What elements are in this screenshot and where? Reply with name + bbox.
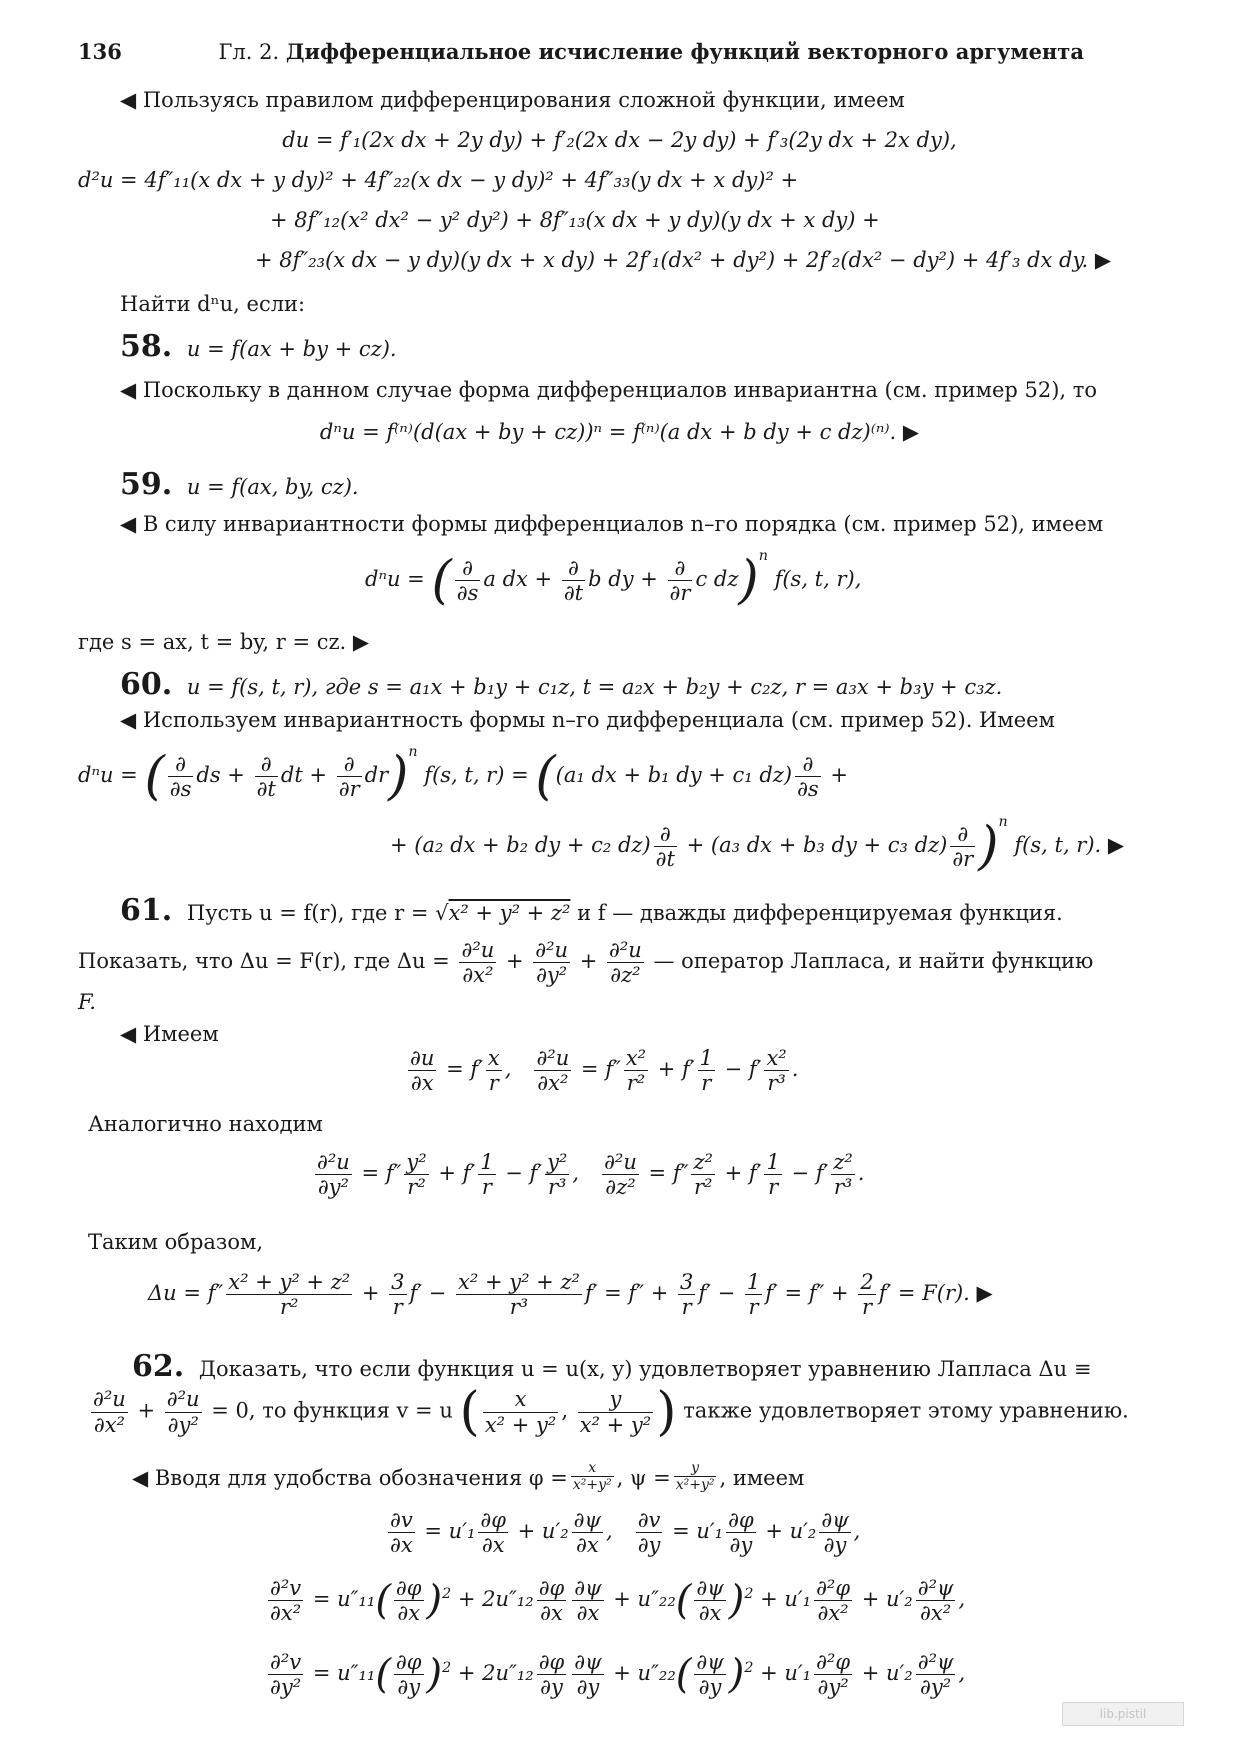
chapter-prefix: Гл. 2. <box>218 40 280 64</box>
eq-62-1: $\frac{\partial v}{\partial x}$ = u′₁ $\frac{\partial\varphi}{\partial x}$ + u′₂ $\frac{\partial\psi}{\partial x}$ , $\frac{\partial v}{\partial y}$ = u′₁ $\frac{\partial\varphi}{\partial y}$ + u′₂ $\frac{\partial\psi}{\partial y}$ , <box>390 1508 861 1558</box>
problem-61: 61. Пусть u = f(r), где r = √x² + y² + z² и f — дважды дифференцируемая функция. <box>120 893 1063 928</box>
page-number: 136 <box>78 39 122 64</box>
eq-62-3: $\frac{\text{∂²v}}{\text{∂y²}}$ = u″₁₁( $\frac{\partial\varphi}{\partial y}$ )$^2$ + 2u″₁₂ $\frac{\partial\varphi}{\partial y}$ $\frac{\partial\psi}{\partial y}$ + u″₂₂( $\frac{\partial\psi}{\partial y}$ )$^2$ + u′₁ $\frac{\text{∂²φ}}{\text{∂y²}}$ + u′₂ $\frac{\text{∂²ψ}}{\text{∂y²}}$ , <box>270 1650 966 1700</box>
problem-61-line2: Показать, что Δu = F(r), где Δu = $\frac{\text{∂²u}}{\text{∂x²}}$ + $\frac{\text{∂²u}}{\text{∂y²}}$ + $\frac{\text{∂²u}}{\text{∂z²}}$ — оператор Лапласа, и найти функцию <box>78 938 1094 988</box>
eq-60-2: + (a₂ dx + b₂ dy + c₂ dz) $\frac{\partial}{\partial t}$ + (a₃ dx + b₃ dy + c₃ dz) $\frac{\partial}{\partial r}$ )$^n$ f(s, t, r). ▶ <box>390 814 1125 877</box>
where-59: где s = ax, t = by, r = cz. ▶ <box>78 630 370 654</box>
eq-61-1: $\frac{\partial u}{\partial x}$ = f′ $\frac{x}{r}$ , $\frac{\text{∂²u}}{\text{∂x²}}$ = f″ $\frac{\text{x²}}{\text{r²}}$ + f′ $\frac{1}{r}$ − f′ $\frac{\text{x²}}{\text{r³}}$ . <box>410 1046 799 1096</box>
eq-du: du = f′₁(2x dx + 2y dy) + f′₂(2x dx − 2y dy) + f′₃(2y dx + 2x dy), <box>282 128 957 152</box>
eq-d2u-3: + 8f″₂₃(x dx − y dy)(y dx + x dy) + 2f′₁(dx² + dy²) + 2f′₂(dx² − dy²) + 4f′₃ dx dy. ▶ <box>255 248 1112 272</box>
eq-d2u-2: + 8f″₁₂(x² dx² − y² dy²) + 8f″₁₃(x dx + y dy)(y dx + x dy) + <box>270 208 880 232</box>
problem-number: 61. <box>120 893 173 928</box>
problem-statement: u = f(ax, by, cz). <box>186 475 359 499</box>
problem-61-line3: F. <box>78 990 96 1014</box>
problem-58 <box>120 330 397 365</box>
problem-number: 58. <box>120 329 173 364</box>
eq-62-2: $\frac{\text{∂²v}}{\text{∂x²}}$ = u″₁₁( $\frac{\partial\varphi}{\partial x}$ )$^2$ + 2u″₁₂ $\frac{\partial\varphi}{\partial x}$ $\frac{\partial\psi}{\partial x}$ + u″₂₂( $\frac{\partial\psi}{\partial x}$ )$^2$ + u′₁ $\frac{\text{∂²φ}}{\text{∂x²}}$ + u′₂ $\frac{\text{∂²ψ}}{\text{∂x²}}$ , <box>270 1576 966 1626</box>
solution-58: ◀ Поскольку в данном случае форма дифференциалов инвариантна (см. пример 52), то <box>120 378 1098 402</box>
intro-line: ◀ Пользуясь правилом дифференцирования сложной функции, имеем <box>120 88 905 112</box>
eq-59: dⁿu = ( $\frac{\partial}{\partial s}$ a dx + $\frac{\partial}{\partial t}$ b dy + $\frac{\partial}{\partial r}$ c dz)$^n$ f(s, t, r), <box>365 548 862 611</box>
page-header <box>78 40 1084 64</box>
problem-62-line2: $\frac{\text{∂²u}}{\text{∂x²}}$ + $\frac{\text{∂²u}}{\text{∂y²}}$ = 0, то функция v = u ( $\frac{x}{\text{x² + y²}}$ , $\frac{y}{\text{x² + y²}}$ ) также удовлетворяет этому уравнению. <box>93 1382 1129 1442</box>
solution-62: ◀ Вводя для удобства обозначения φ = $\frac{x}{\text{x²+y²}}$ , ψ = $\frac{y}{\text{x²+y²}}$ , имеем <box>132 1460 805 1494</box>
eq-58: dⁿu = f⁽ⁿ⁾(d(ax + by + cz))ⁿ = f⁽ⁿ⁾(a dx + b dy + c dz)⁽ⁿ⁾. ▶ <box>319 420 920 444</box>
eq-61-2: $\frac{\text{∂²u}}{\text{∂y²}}$ = f″ $\frac{\text{y²}}{\text{r²}}$ + f′ $\frac{1}{r}$ − f′ $\frac{\text{y²}}{\text{r³}}$ , $\frac{\text{∂²u}}{\text{∂z²}}$ = f″ $\frac{\text{z²}}{\text{r²}}$ + f′ $\frac{1}{r}$ − f′ $\frac{\text{z²}}{\text{r³}}$ . <box>317 1150 865 1200</box>
problem-number: 60. <box>120 667 173 702</box>
chapter-title: Дифференциальное исчисление функций векторного аргумента <box>285 39 1084 64</box>
eq-61-3: Δu = f″ $\frac{\text{x² + y² + z²}}{\text{r²}}$ + $\frac{3}{r}$ f′ − $\frac{\text{x² + y² + z²}}{\text{r³}}$ f′ = f″ + $\frac{3}{r}$ f′ − $\frac{1}{r}$ f′ = f″ + $\frac{2}{r}$ f′ = F(r). ▶ <box>148 1270 993 1320</box>
solution-59: ◀ В силу инвариантности формы дифференциалов n–го порядка (см. пример 52), имеем <box>120 512 1104 536</box>
problem-statement: u = f(ax + by + cz). <box>186 337 397 361</box>
eq-60-1: dⁿu = ( $\frac{\partial}{\partial s}$ ds + $\frac{\partial}{\partial t}$ dt + $\frac{\partial}{\partial r}$ dr)$^n$ f(s, t, r) = ((a₁ dx + b₁ dy + c₁ dz) $\frac{\partial}{\partial s}$ + <box>78 744 848 807</box>
thus-text: Таким образом, <box>88 1230 264 1254</box>
solution-61: ◀ Имеем <box>120 1022 219 1046</box>
problem-60 <box>120 668 1002 703</box>
problem-62: 62. Доказать, что если функция u = u(x, y) удовлетворяет уравнению Лапласа Δu ≡ <box>132 1349 1092 1384</box>
problem-number: 62. <box>132 1349 185 1384</box>
eq-d2u-1: d²u = 4f″₁₁(x dx + y dy)² + 4f″₂₂(x dx − y dy)² + 4f″₃₃(y dx + x dy)² + <box>78 168 799 192</box>
watermark-stamp: lib.pistil <box>1062 1702 1184 1726</box>
problem-statement: u = f(s, t, r), где s = a₁x + b₁y + c₁z, t = a₂x + b₂y + c₂z, r = a₃x + b₃y + c₃z. <box>186 675 1003 699</box>
problem-number: 59. <box>120 467 173 502</box>
problem-59 <box>120 468 359 503</box>
solution-60: ◀ Используем инвариантность формы n–го дифференциала (см. пример 52). Имеем <box>120 708 1055 732</box>
similar-text: Аналогично находим <box>88 1112 323 1136</box>
find-text: Найти dⁿu, если: <box>120 292 306 316</box>
